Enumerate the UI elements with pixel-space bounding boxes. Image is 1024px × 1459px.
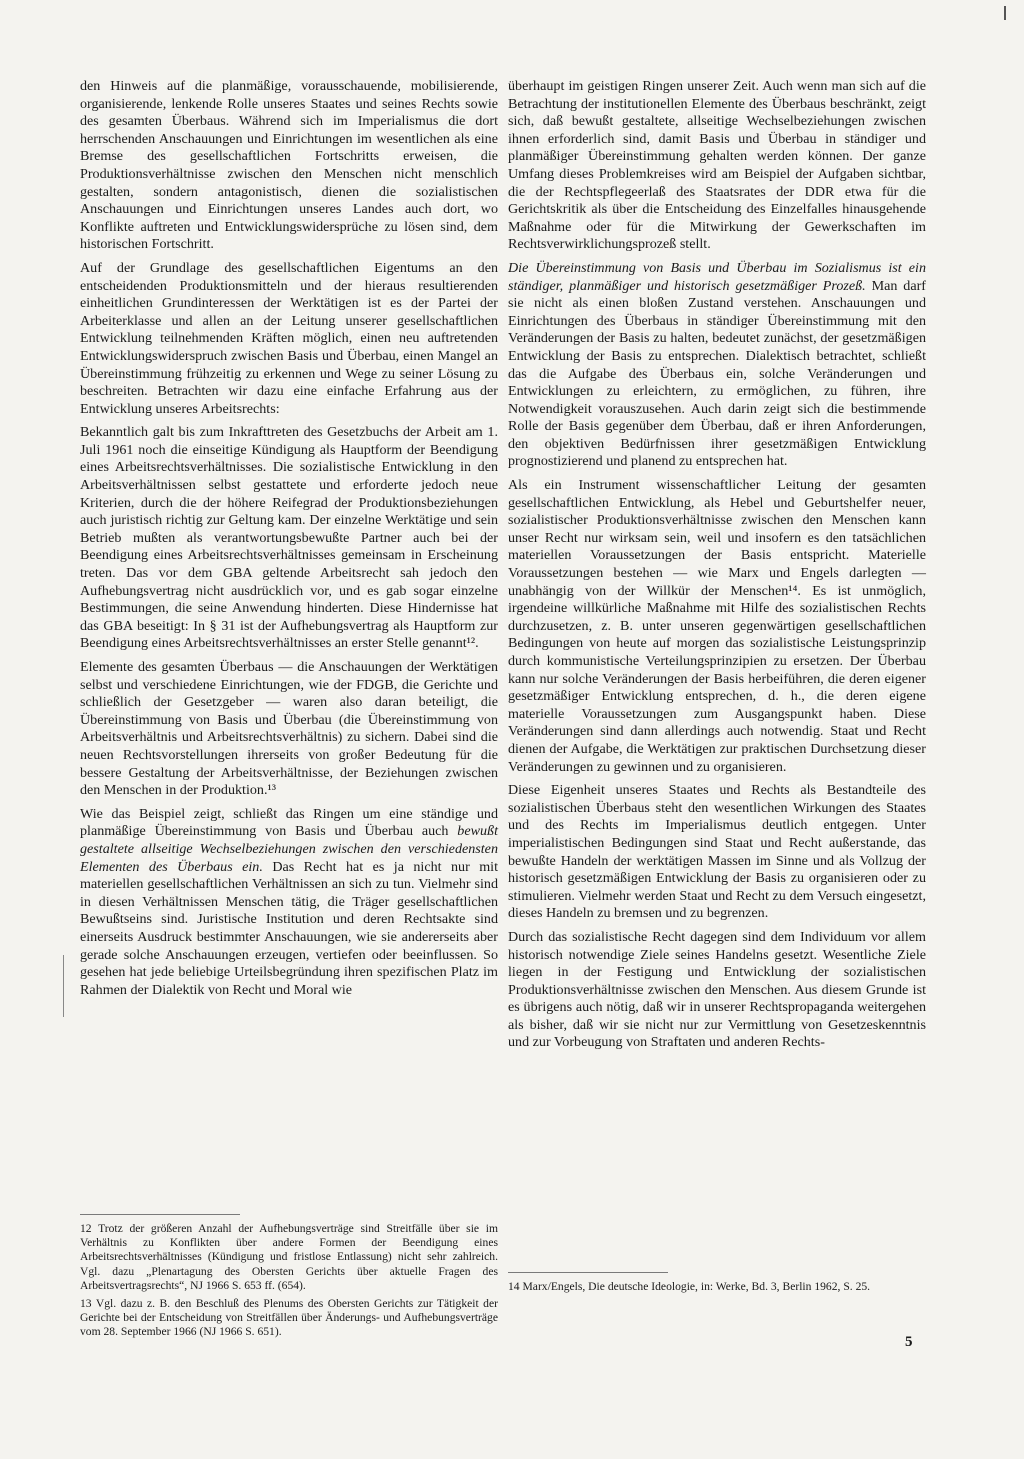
footnote: 14 Marx/Engels, Die deutsche Ideologie, in: Werke, Bd. 3, Berlin 1962, S. 25.	[508, 1280, 871, 1293]
right-column	[508, 78, 926, 1058]
body-paragraph	[508, 260, 926, 471]
emphasized-text: bewußt gestaltete allseitige Wechselbeziehungen zwischen den verschiedensten Elementen des Überbaus ein.	[80, 823, 498, 875]
page-number: 5	[905, 1334, 913, 1350]
emphasized-text: Die Übereinstimmung von Basis und Überbau im Sozialismus ist ein ständiger, planmäßiger und historisch gesetzmäßiger Prozeß.	[508, 259, 926, 294]
left-footnotes	[80, 1222, 498, 1344]
body-paragraph: Elemente des gesamten Überbaus — die Anschauungen der Werktätigen selbst und verschiedene Einrichtungen, wie der FDGB, die Gerichte und schließlich der Gesetzgeber — waren also daran beteiligt, die Übereinstimmung von Basis und Überbau (die Übereinstimmung von Arbeitsverhältnis und Arbeitsrechtsverhältnis) zu sichern. Dabei sind die neuen Rechtsvorstellungen ihrerseits von großer Bedeutung für die bessere Gestaltung der Arbeitsverhältnisse, der Beziehungen zwischen den Menschen in der Produktion.¹³	[80, 659, 498, 799]
body-paragraph: überhaupt im geistigen Ringen unserer Zeit. Auch wenn man sich auf die Betrachtung der institutionellen Elemente des Überbaus beschränkt, zeigt sich, daß bewußt gestaltete, allseitige Wechselbeziehungen zwischen ihnen erforderlich sind, damit Basis und Überbau in ständiger und planmäßiger Übereinstimmung gehalten werden können. Der ganze Umfang dieses Problemkreises wird am Beispiel der Aufgaben sichtbar, die der Rechtspflegeerlaß des Staatsrates der DDR etwa für die Gerichtskritik als über die Entscheidung des Einzelfalles hinausgehende Maßnahme oder für die Mitwirkung der Gewerkschaften im Rechtsverwirklichungsprozeß stellt.	[508, 78, 926, 253]
text-run: Wie das Beispiel zeigt, schließt das Ringen um eine ständige und planmäßige Übereinstimmung von Basis und Überbau auch	[80, 805, 498, 840]
footnote-rule	[508, 1272, 668, 1273]
footnote: 13 Vgl. dazu z. B. den Beschluß des Plenums des Obersten Gerichts zur Tätigkeit der Gerichte bei der Entscheidung von Streitfällen über Änderungs- und Aufhebungsverträge vom 28. September 1966 (NJ 1966 S. 651).	[80, 1297, 498, 1339]
body-paragraph	[80, 806, 498, 1000]
body-paragraph: Durch das sozialistische Recht dagegen sind dem Individuum vor allem historisch notwendige Ziele seines Handelns gesetzt. Wesentliche Ziele liegen in der Festigung und Entwicklung der sozialistischen Produktionsverhältnisse zwischen den Menschen. Aus diesem Grunde ist es übrigens auch nötig, daß wir in unserer Rechtspropaganda weitergehen als bisher, daß wir sie nicht nur zur Vermittlung von Gesetzeskenntnis und zur Vorbeugung von Straftaten und anderen Rechts-	[508, 928, 926, 1051]
footnote-rule	[80, 1214, 240, 1215]
left-column	[80, 78, 498, 1005]
text-run: Man darf sie nicht als einen bloßen Zustand verstehen. Anschauungen und Einrichtungen des Überbaus in ständiger Übereinstimmung mit den Veränderungen der Basis zu halten, bedeutet zunächst, der gesetzmäßigen Entwicklung der Basis zu entsprechen. Dialektisch betrachtet, schließt das die Aufgabe des Überbaus ein, solche Veränderungen und Entwicklungen zu erleichtern, zu ermöglichen, zu führen, ihre Notwendigkeit vorauszusehen. Auch darin zeigt sich die bestimmende Rolle der Basis gegenüber dem Überbau, daß er ihren Anforderungen, den objektiven Bedürfnissen ihrer gesetzmäßigen Entwicklung prognostizierend und planend zu entsprechen hat.	[508, 277, 926, 470]
body-paragraph: Diese Eigenheit unseres Staates und Rechts als Bestandteile des sozialistischen Überbaus steht den wesentlichen Wirkungen des Staates und des Rechts im Imperialismus deutlich entgegen. Unter imperialistischen Bedingungen sind Staat und Recht außerstande, das bewußte Handeln der werktätigen Massen im Sinne und als Vollzug der historisch gesetzmäßigen Entwicklung der Basis zu organisieren oder zu stimulieren. Vielmehr werden Staat und Recht zu dem Versuch eingesetzt, dieses Handeln zu bremsen und zu begrenzen.	[508, 782, 926, 922]
margin-mark	[1004, 6, 1006, 20]
right-footnotes	[508, 1280, 926, 1298]
body-paragraph: den Hinweis auf die planmäßige, vorausschauende, mobilisierende, organisierende, lenkende Rolle unseres Staates und seines Rechts sowie des gesamten Überbaus. Während sich im Imperialismus die dort herrschenden Anschauungen und Einrichtungen im wesentlichen als eine Bremse des gesellschaftlichen Fortschritts erweisen, die Produktionsverhältnisse zwischen den Menschen nicht menschlich gestalten, sondern antagonistisch, dienen die sozialistischen Anschauungen und Einrichtungen unseres Landes auch dort, wo Konflikte auftreten und Entwicklungswidersprüche zu lösen sind, dem historischen Fortschritt.	[80, 78, 498, 253]
body-paragraph: Als ein Instrument wissenschaftlicher Leitung der gesamten gesellschaftlichen Entwicklung, als Hebel und Geburtshelfer neuer, sozialistischer Produktionsverhältnisse zwischen den Menschen kann unser Recht nur wirksam sein, weil und insofern es den tatsächlichen materiellen Voraussetzungen der Basis entspricht. Materielle Voraussetzungen bestehen — wie Marx und Engels darlegten — unabhängig von der Willkür der Menschen¹⁴. Es ist unmöglich, irgendeine willkürliche Maßnahme mit Hilfe des sozialistischen Rechts durchzusetzen, z. B. unter unseren gegenwärtigen gesellschaftlichen Bedingungen von heute auf morgen das sozialistische Leistungsprinzip durch kommunistische Verteilungsprinzipien zu ersetzen. Der Überbau kann nur solche Veränderungen der Basis herbeiführen, die deren eigener gesetzmäßiger Entwicklung entsprechen, d. h., die deren eigene materielle Voraussetzungen zum Ausgangspunkt haben. Diese Veränderungen sind dann allerdings auch notwendig. Staat und Recht dienen der Aufgabe, die Werktätigen zur praktischen Durchsetzung dieser Veränderungen zu gewinnen und zu organisieren.	[508, 477, 926, 775]
body-paragraph: Auf der Grundlage des gesellschaftlichen Eigentums an den entscheidenden Produktionsmitteln und der hieraus resultierenden einheitlichen Grundinteressen der Werktätigen ist es der Partei der Arbeiterklasse und allen an der Leitung unserer gesellschaftlichen Entwicklung teilnehmenden Kräften möglich, einen neu auftretenden Entwicklungswiderspruch zwischen Basis und Überbau, einen Mangel an Übereinstimmung frühzeitig zu erkennen und Wege zu seiner Lösung zu beschreiten. Betrachten wir dazu eine einfache Erfahrung aus der Entwicklung unseres Arbeitsrechts:	[80, 259, 498, 417]
text-run: Das Recht hat es ja nicht nur mit materiellen gesellschaftlichen Verhältnissen an sich zu tun. Vielmehr sind in diesen Verhältnissen Menschen tätig, die Träger gesellschaftlichen Bewußtseins sind. Juristische Institution und deren Rechtsakte sind einerseits Ausdruck bestimmter Anschauungen, wie sie andererseits aber gerade solche Anschauungen erzeugen, vertiefen oder beeinflussen. So gesehen hat jede beliebige Urteilsbegründung ihren spezifischen Platz im Rahmen der Dialektik von Recht und Moral wie	[80, 858, 499, 998]
body-paragraph: Bekanntlich galt bis zum Inkrafttreten des Gesetzbuchs der Arbeit am 1. Juli 1961 noch die einseitige Kündigung als Hauptform der Beendigung eines Arbeitsrechtsverhältnisses. Die sozialistische Entwicklung in den Arbeitsverhältnissen selbst gestattete und erforderte jedoch neue Kriterien, durch die der höhere Reifegrad der Produktionsbeziehungen auch juristisch richtig zur Geltung kam. Der einzelne Werktätige und sein Betrieb mußten als verantwortungsbewußte Partner auch bei der Beendigung eines Arbeitsrechtsverhältnisses gemeinsam in Erscheinung treten. Das vor dem GBA geltende Arbeitsrecht sah jedoch den Aufhebungsvertrag nicht ausdrücklich vor, und es gab sogar einzelne Bestimmungen, die seine Anwendung hinderten. Diese Hindernisse hat das GBA beseitigt: In § 31 ist der Aufhebungsvertrag als Hauptform zur Beendigung eines Arbeitsrechtsverhältnisses an erster Stelle genannt¹².	[80, 424, 498, 652]
footnote: 12 Trotz der größeren Anzahl der Aufhebungsverträge sind Streitfälle über sie im Verhältnis zu Konflikten über andere Formen der Beendigung eines Arbeitsrechtsverhältnisses (Kündigung und fristlose Entlassung) nicht sehr zahlreich. Vgl. dazu „Plenartagung des Obersten Gerichts über aktuelle Fragen des Arbeitsvertragsrechts“, NJ 1966 S. 653 ff. (654).	[80, 1222, 498, 1292]
margin-line	[63, 955, 64, 1017]
